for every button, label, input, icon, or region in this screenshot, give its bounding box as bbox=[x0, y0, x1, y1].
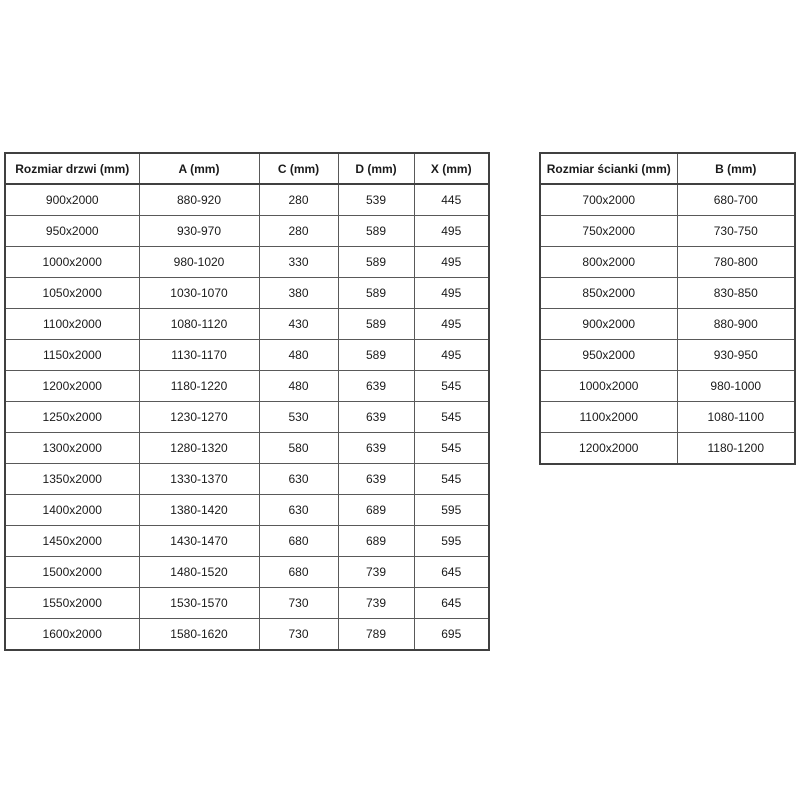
column-header: A (mm) bbox=[139, 153, 259, 184]
table-row bbox=[540, 184, 795, 216]
table-cell: 495 bbox=[414, 309, 489, 340]
table-row bbox=[540, 247, 795, 278]
table-cell: 589 bbox=[338, 340, 414, 371]
table-row bbox=[5, 247, 489, 278]
table-cell: 1430-1470 bbox=[139, 526, 259, 557]
table-cell: 1380-1420 bbox=[139, 495, 259, 526]
table-cell: 700x2000 bbox=[540, 184, 677, 216]
column-header: X (mm) bbox=[414, 153, 489, 184]
table-cell: 950x2000 bbox=[540, 340, 677, 371]
table-cell: 1280-1320 bbox=[139, 433, 259, 464]
table-cell: 1400x2000 bbox=[5, 495, 139, 526]
wall-table-header bbox=[540, 153, 795, 184]
table-cell: 980-1000 bbox=[677, 371, 795, 402]
column-header: Rozmiar drzwi (mm) bbox=[5, 153, 139, 184]
wall-panel-sizes-spec-table bbox=[539, 152, 796, 465]
table-row bbox=[5, 588, 489, 619]
table-cell: 730-750 bbox=[677, 216, 795, 247]
table-cell: 1100x2000 bbox=[540, 402, 677, 433]
table-cell: 1200x2000 bbox=[540, 433, 677, 465]
table-cell: 739 bbox=[338, 557, 414, 588]
table-cell: 930-970 bbox=[139, 216, 259, 247]
table-cell: 495 bbox=[414, 340, 489, 371]
table-row bbox=[5, 216, 489, 247]
table-cell: 780-800 bbox=[677, 247, 795, 278]
table-cell: 880-920 bbox=[139, 184, 259, 216]
table-cell: 639 bbox=[338, 371, 414, 402]
table-row bbox=[5, 557, 489, 588]
table-row bbox=[540, 340, 795, 371]
column-header: B (mm) bbox=[677, 153, 795, 184]
table-row bbox=[540, 278, 795, 309]
table-row bbox=[540, 371, 795, 402]
table-cell: 1230-1270 bbox=[139, 402, 259, 433]
table-cell: 750x2000 bbox=[540, 216, 677, 247]
table-cell: 639 bbox=[338, 402, 414, 433]
table-cell: 1080-1100 bbox=[677, 402, 795, 433]
table-cell: 645 bbox=[414, 557, 489, 588]
table-cell: 1530-1570 bbox=[139, 588, 259, 619]
table-cell: 589 bbox=[338, 247, 414, 278]
table-cell: 730 bbox=[259, 619, 338, 651]
doors-table-body bbox=[5, 184, 489, 650]
table-cell: 545 bbox=[414, 402, 489, 433]
table-row bbox=[5, 402, 489, 433]
table-cell: 739 bbox=[338, 588, 414, 619]
column-header: D (mm) bbox=[338, 153, 414, 184]
table-cell: 1000x2000 bbox=[5, 247, 139, 278]
table-cell: 1500x2000 bbox=[5, 557, 139, 588]
table-row bbox=[540, 309, 795, 340]
table-cell: 595 bbox=[414, 526, 489, 557]
table-cell: 280 bbox=[259, 184, 338, 216]
table-cell: 950x2000 bbox=[5, 216, 139, 247]
table-cell: 1100x2000 bbox=[5, 309, 139, 340]
table-cell: 639 bbox=[338, 433, 414, 464]
table-cell: 530 bbox=[259, 402, 338, 433]
table-cell: 730 bbox=[259, 588, 338, 619]
column-header: C (mm) bbox=[259, 153, 338, 184]
header-row bbox=[5, 153, 489, 184]
table-row bbox=[5, 526, 489, 557]
table-cell: 1450x2000 bbox=[5, 526, 139, 557]
table-cell: 1050x2000 bbox=[5, 278, 139, 309]
table-cell: 1300x2000 bbox=[5, 433, 139, 464]
table-cell: 1600x2000 bbox=[5, 619, 139, 651]
table-cell: 689 bbox=[338, 526, 414, 557]
table-row bbox=[5, 464, 489, 495]
table-row bbox=[5, 184, 489, 216]
table-cell: 850x2000 bbox=[540, 278, 677, 309]
wall-table-body bbox=[540, 184, 795, 464]
table-cell: 1200x2000 bbox=[5, 371, 139, 402]
table-cell: 630 bbox=[259, 495, 338, 526]
table-cell: 539 bbox=[338, 184, 414, 216]
table-cell: 430 bbox=[259, 309, 338, 340]
table-row bbox=[540, 402, 795, 433]
table-cell: 380 bbox=[259, 278, 338, 309]
table-cell: 1000x2000 bbox=[540, 371, 677, 402]
table-cell: 545 bbox=[414, 371, 489, 402]
table-cell: 1580-1620 bbox=[139, 619, 259, 651]
table-row bbox=[540, 433, 795, 465]
table-cell: 1150x2000 bbox=[5, 340, 139, 371]
table-cell: 830-850 bbox=[677, 278, 795, 309]
table-cell: 480 bbox=[259, 371, 338, 402]
table-cell: 595 bbox=[414, 495, 489, 526]
table-cell: 330 bbox=[259, 247, 338, 278]
table-cell: 680-700 bbox=[677, 184, 795, 216]
table-row bbox=[5, 433, 489, 464]
table-cell: 1250x2000 bbox=[5, 402, 139, 433]
table-cell: 900x2000 bbox=[5, 184, 139, 216]
table-cell: 1180-1220 bbox=[139, 371, 259, 402]
table-cell: 900x2000 bbox=[540, 309, 677, 340]
table-cell: 1330-1370 bbox=[139, 464, 259, 495]
table-cell: 689 bbox=[338, 495, 414, 526]
header-row bbox=[540, 153, 795, 184]
table-row bbox=[5, 619, 489, 651]
table-cell: 580 bbox=[259, 433, 338, 464]
table-cell: 1080-1120 bbox=[139, 309, 259, 340]
table-row bbox=[5, 278, 489, 309]
table-cell: 1180-1200 bbox=[677, 433, 795, 465]
table-cell: 1480-1520 bbox=[139, 557, 259, 588]
table-cell: 639 bbox=[338, 464, 414, 495]
table-cell: 445 bbox=[414, 184, 489, 216]
table-cell: 1030-1070 bbox=[139, 278, 259, 309]
table-cell: 495 bbox=[414, 278, 489, 309]
table-row bbox=[540, 216, 795, 247]
table-row bbox=[5, 371, 489, 402]
table-cell: 545 bbox=[414, 433, 489, 464]
table-row bbox=[5, 340, 489, 371]
table-cell: 495 bbox=[414, 216, 489, 247]
table-cell: 880-900 bbox=[677, 309, 795, 340]
table-cell: 589 bbox=[338, 309, 414, 340]
table-cell: 480 bbox=[259, 340, 338, 371]
table-cell: 800x2000 bbox=[540, 247, 677, 278]
table-cell: 789 bbox=[338, 619, 414, 651]
table-cell: 280 bbox=[259, 216, 338, 247]
table-cell: 589 bbox=[338, 216, 414, 247]
table-cell: 930-950 bbox=[677, 340, 795, 371]
table-cell: 680 bbox=[259, 526, 338, 557]
table-cell: 695 bbox=[414, 619, 489, 651]
doors-table-header bbox=[5, 153, 489, 184]
table-cell: 1550x2000 bbox=[5, 588, 139, 619]
table-cell: 1350x2000 bbox=[5, 464, 139, 495]
door-sizes-spec-table bbox=[4, 152, 490, 651]
table-cell: 589 bbox=[338, 278, 414, 309]
table-cell: 495 bbox=[414, 247, 489, 278]
table-row bbox=[5, 495, 489, 526]
table-cell: 1130-1170 bbox=[139, 340, 259, 371]
table-row bbox=[5, 309, 489, 340]
table-cell: 630 bbox=[259, 464, 338, 495]
table-cell: 980-1020 bbox=[139, 247, 259, 278]
table-cell: 680 bbox=[259, 557, 338, 588]
column-header: Rozmiar ścianki (mm) bbox=[540, 153, 677, 184]
table-cell: 645 bbox=[414, 588, 489, 619]
table-cell: 545 bbox=[414, 464, 489, 495]
